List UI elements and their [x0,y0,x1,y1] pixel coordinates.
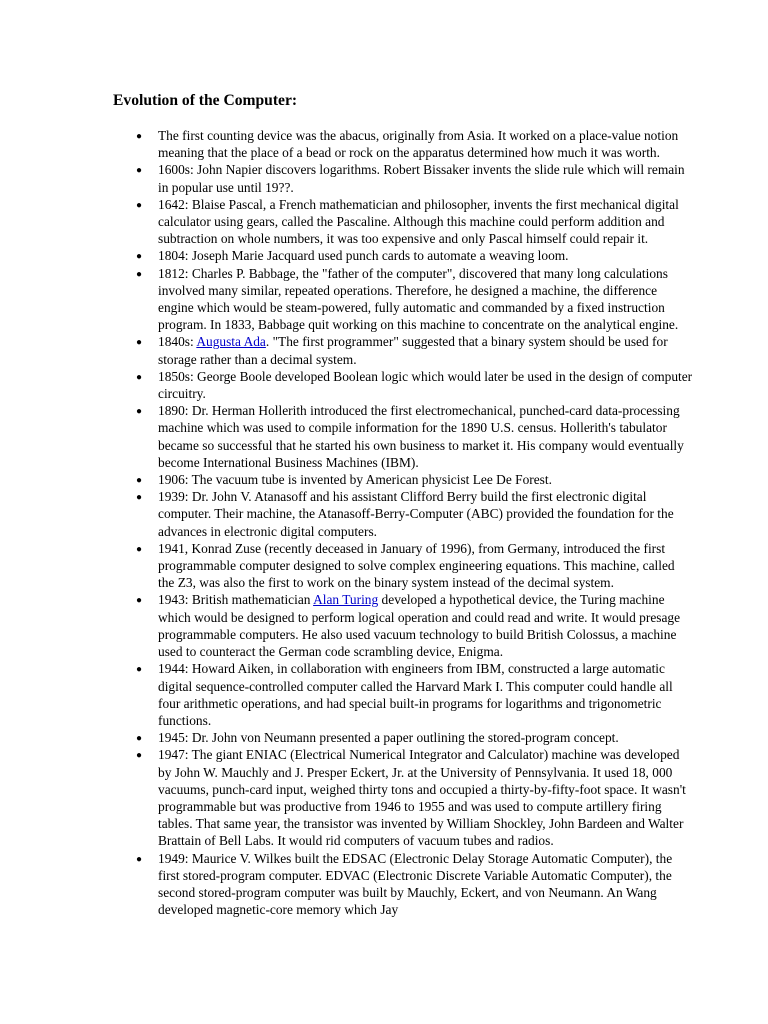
timeline-item [113,746,693,849]
bullet-icon: ● [136,165,143,177]
bullet-icon: ● [136,131,143,142]
timeline-item [113,402,693,471]
item-text: 1941, Konrad Zuse (recently deceased in January of 1996), from Germany, introduced the first programmable computer designed to solve complex engineering equations. This machine, called the Z3, was also the first to work on the binary system instead of the decimal system. [158,540,675,591]
bullet-icon: ● [136,371,143,383]
item-text: 1947: The giant ENIAC (Electrical Numerical Integrator and Calculator) machine was developed by John W. Mauchly and J. Presper Eckert, Jr. at the University of Pennsylvania. It used 18, 000 vacuums, punch-card input, weighed thirty tons and occupied a thirty-by-fifty-foot space. It wasn't programmable but was productive from 1946 to 1955 and was used to compute artillery firing tables. That same year, the transistor was invented by William Shockley, John Bardeen and Walter Brattain of Bell Labs. It would rid computers of vacuum tubes and radios. [158,747,686,849]
bullet-icon: ● [136,750,143,762]
bullet-icon: ● [136,595,143,607]
bullet-icon: ● [136,475,143,487]
bullet-icon: ● [136,492,143,504]
item-text: 1945: Dr. John von Neumann presented a paper outlining the stored-program concept. [158,730,619,746]
timeline-item [113,729,693,746]
timeline-item [113,540,693,592]
item-text: 1812: Charles P. Babbage, the "father of the computer", discovered that many long calculations involved many similar, repeated operations. Therefore, he designed a machine, the difference engine which would be steam-powered, fully automatic and commanded by a fixed instruction program. In 1833, Babbage quit working on this machine to concentrate on the analytical engine. [158,265,679,333]
timeline-item [113,488,693,540]
item-text: 1949: Maurice V. Wilkes built the EDSAC (Electronic Delay Storage Automatic Computer), the first stored-program computer. EDVAC (Electronic Discrete Variable Automatic Computer), the second stored-program computer was built by Mauchly, Eckert, and von Neumann. An Wang developed magnetic-core memory which Jay [158,850,673,918]
timeline-item [113,333,693,367]
bullet-icon: ● [136,406,143,418]
item-text: 1600s: John Napier discovers logarithms. Robert Bissaker invents the slide rule which will remain in popular use until 19??. [158,162,685,195]
item-text: 1943: British mathematician [158,592,314,608]
document-title: Evolution of the Computer: [113,92,298,109]
item-text: . "The first programmer" suggested that a binary system should be used for storage rather than a decimal system. [158,334,668,367]
item-text: 1850s: George Boole developed Boolean logic which would later be used in the design of computer circuitry. [158,368,693,402]
bullet-icon: ● [136,733,143,745]
timeline-item [113,471,693,488]
timeline-item [113,265,693,334]
timeline-list [113,127,693,918]
timeline-item [113,591,693,660]
bullet-icon: ● [136,199,143,211]
link[interactable]: Alan Turing [313,592,379,608]
timeline-item [113,368,693,402]
item-text: 1939: Dr. John V. Atanasoff and his assistant Clifford Berry build the first electronic digital computer. Their machine, the Atanasoff-Berry-Computer (ABC) provided the foundation for the advances in electronic digital computers. [158,489,674,539]
timeline-item [113,660,693,729]
item-text: 1906: The vacuum tube is invented by American physicist Lee De Forest. [158,472,552,488]
timeline-item [113,247,693,264]
timeline-item [113,161,693,195]
timeline-item [113,850,693,919]
item-text: 1840s: [158,334,197,350]
timeline-item [113,196,693,248]
timeline-item [113,127,693,161]
bullet-icon: ● [136,251,143,263]
bullet-icon: ● [136,268,143,280]
bullet-icon: ● [136,543,143,555]
item-text: 1804: Joseph Marie Jacquard used punch cards to automate a weaving loom. [158,248,569,264]
item-text: developed a hypothetical device, the Turing machine which would be designed to perform logical operation and could read and write. It would presage programmable computers. He also used vacuum technology to build British Colossus, a machine used to counteract the German code scrambling device, Enigma. [158,592,681,660]
item-text: 1890: Dr. Herman Hollerith introduced the first electromechanical, punched-card data-processing machine which was used to compile information for the 1890 U.S. census. Hollerith's tabulator became so successful that he started his own business to market it. His company would eventually become International Business Machines (IBM). [158,403,684,470]
bullet-icon: ● [136,337,143,349]
item-text: 1642: Blaise Pascal, a French mathematician and philosopher, invents the first mechanical digital calculator using gears, called the Pascaline. Although this machine could perform addition and subtraction on whole numbers, it was too expensive and only Pascal himself could repair it. [158,196,679,247]
bullet-icon: ● [136,853,143,865]
item-text: 1944: Howard Aiken, in collaboration with engineers from IBM, constructed a large automatic digital sequence-controlled computer called the Harvard Mark I. This computer could handle all four arithmetic operations, and had special built-in programs for logarithms and trigonometric functions. [158,661,673,728]
bullet-icon: ● [136,664,143,676]
link[interactable]: Augusta Ada [196,334,266,350]
item-text: The first counting device was the abacus, originally from Asia. It worked on a place-value notion meaning that the place of a bead or rock on the apparatus determined how much it was worth. [158,128,679,161]
